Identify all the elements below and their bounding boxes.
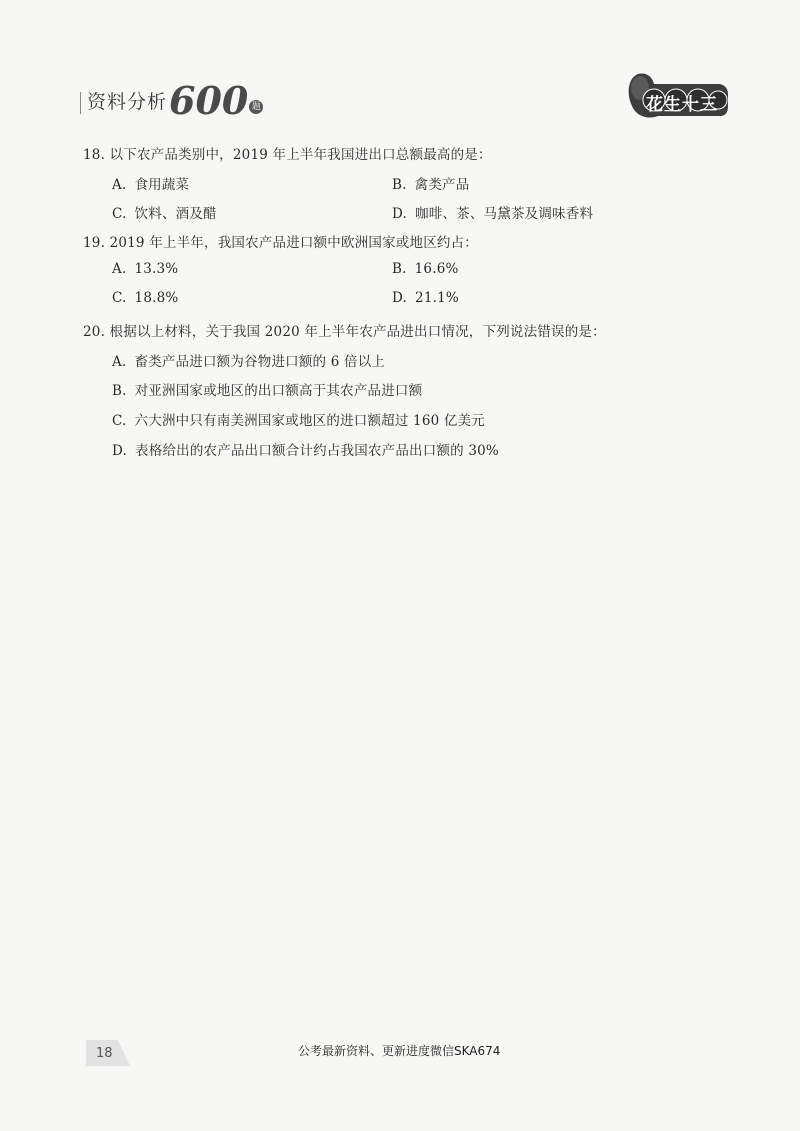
option-text: 食用蔬菜 [134,177,190,193]
option-key: C. [112,290,127,306]
option-key: D. [392,290,408,306]
question-option [392,202,593,222]
question-option [392,290,459,306]
book-header [80,78,263,123]
question-option [112,261,178,277]
question-option [392,261,459,277]
question-option [392,173,469,193]
option-key: C. [112,413,127,429]
option-key: D. [112,443,128,459]
option-text: 表格给出的农产品出口额合计约占我国农产品出口额的 30% [135,443,499,459]
option-text: 18.8% [134,290,179,306]
question-option [112,379,422,399]
option-text: 饮料、酒及醋 [134,206,217,222]
question-stem: 18. 以下农产品类别中，2019 年上半年我国进出口总额最高的是： [83,147,492,163]
option-text: 对亚洲国家或地区的出口额高于其农产品进口额 [134,383,423,399]
page-number: 18 [96,1046,113,1061]
option-key: B. [392,261,407,277]
option-key: A. [112,177,127,193]
brand-logo [624,68,728,124]
header-divider [80,92,81,114]
question-option [112,202,217,222]
question-option [112,409,485,429]
option-key: A. [112,261,127,277]
option-text: 畜类产品进口额为谷物进口额的 6 倍以上 [134,354,386,370]
option-text: 21.1% [415,290,459,306]
question-option [112,173,189,193]
option-text: 13.3% [134,261,179,277]
brand-name: 花生十三 [646,95,718,115]
option-key: B. [112,383,127,399]
question-stem: 20. 根据以上材料，关于我国 2020 年上半年农产品进出口情况，下列说法错误的是： [83,324,606,340]
question-stem: 19. 2019 年上半年，我国农产品进口额中欧洲国家或地区约占： [83,235,479,251]
option-key: A. [112,354,127,370]
option-key: D. [392,206,408,222]
option-key: C. [112,206,127,222]
option-key: B. [392,177,407,193]
option-text: 咖啡、茶、马黛茶及调味香料 [415,206,594,222]
book-number: 600 [169,78,249,123]
option-text: 禽类产品 [414,177,470,193]
question-option [112,439,499,459]
option-text: 16.6% [414,261,459,277]
option-text: 六大洲中只有南美洲国家或地区的进口额超过 160 亿美元 [134,413,485,429]
question-option [112,290,178,306]
book-title: 资料分析 [87,91,168,113]
footer-note: 公考最新资料、更新进度微信SKA674 [298,1044,501,1058]
number-suffix-badge: 题 [249,100,263,114]
question-option [112,350,385,370]
